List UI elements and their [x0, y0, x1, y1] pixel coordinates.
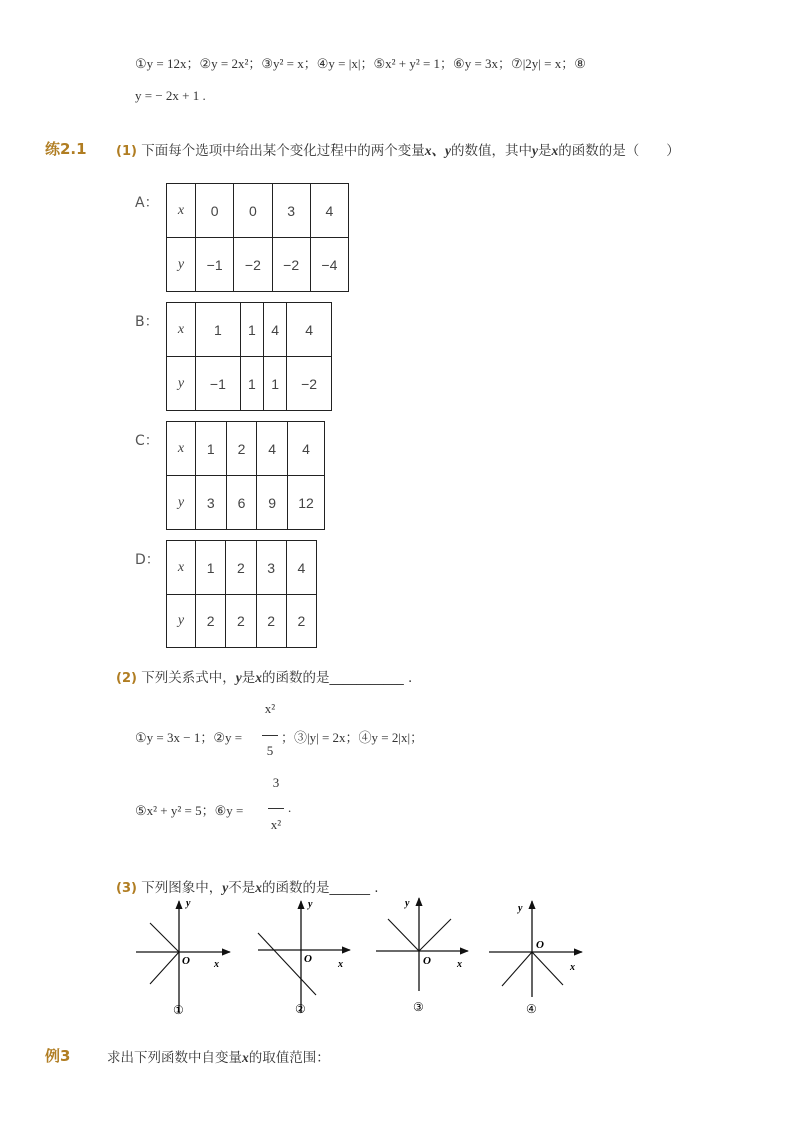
graph-1-caption: ①: [173, 1003, 184, 1017]
table-cell: 4: [310, 184, 348, 238]
table-header-y: y: [167, 595, 196, 648]
option-a-table: [166, 183, 349, 292]
q2-row1-fraction-denominator: 5: [266, 743, 274, 758]
q1-text-y: y: [531, 143, 538, 158]
q3-text-y: y: [222, 880, 229, 895]
option-b-table: [166, 302, 332, 411]
example-prompt: [107, 1046, 330, 1066]
option-b-letter: B：: [135, 314, 159, 330]
graph-4-line: [502, 952, 532, 986]
q3-text-b: 不是: [228, 880, 256, 896]
q2-row1-fraction-bar: [262, 735, 278, 736]
graph-4-line: [532, 952, 563, 985]
table-cell: 2: [226, 422, 257, 476]
q2-row1-left: ①y = 3x − 1；②y =: [135, 730, 243, 745]
graph-1-y-label: y: [186, 898, 191, 909]
q3-text-c: 的函数的是______ .: [261, 880, 379, 896]
graph-2-origin: O: [304, 953, 312, 965]
table-cell: 2: [286, 595, 316, 648]
table-cell: 4: [287, 303, 332, 357]
q2-row2-left: ⑤x² + y² = 5；⑥y =: [135, 803, 244, 818]
option-d-letter: D：: [135, 552, 160, 568]
q3-number: (3): [116, 881, 137, 896]
graph-4-origin: O: [536, 939, 544, 951]
table-cell: 4: [257, 422, 288, 476]
table-cell: −1: [196, 238, 234, 292]
q2-text-b: 是: [241, 670, 256, 686]
graph-4-y-label: y: [518, 903, 523, 914]
exercise-label: 练2.1: [45, 140, 87, 158]
intro-line-1: ①y = 12x；②y = 2x²；③y² = x；④y = |x|；⑤x² + y² = 1；⑥y = 3x；⑦|2y| = x；⑧: [135, 56, 586, 71]
graph-2-caption: ②: [295, 1002, 306, 1016]
q3-text-x: x: [255, 880, 262, 895]
table-header-y: y: [167, 476, 196, 530]
q2-row1-fraction-numerator: x²: [264, 701, 276, 716]
intro-line-2: y = − 2x + 1 .: [135, 88, 206, 103]
graph-1-line: [150, 952, 179, 984]
option-d-table: [166, 540, 317, 648]
q1-text-b: 的数值，其中: [450, 143, 532, 159]
q2-row2-fraction-bar: [268, 808, 284, 809]
example-text-a: 求出下列函数中自变量: [107, 1050, 242, 1066]
q1-text-x: x: [551, 143, 559, 158]
q2-row1-right: ；③|y| = 2x；④y = 2|x|；: [281, 730, 424, 745]
table-cell: 2: [256, 595, 286, 648]
q2-text-a: 下列关系式中，: [141, 670, 236, 686]
table-cell: 3: [196, 476, 227, 530]
graph-3: [376, 898, 468, 1014]
q2-text-c: 的函数的是___________ .: [261, 670, 413, 686]
table-cell: −2: [234, 238, 272, 292]
q2-row2-fraction-denominator: x²: [270, 817, 282, 832]
table-cell: 1: [240, 303, 263, 357]
graph-3-y-label: y: [405, 898, 410, 909]
table-cell: 12: [288, 476, 325, 530]
graph-3-x-label: x: [457, 959, 462, 970]
graph-1-line: [150, 923, 179, 952]
example-label: 例3: [45, 1047, 71, 1065]
table-cell: 0: [196, 184, 234, 238]
table-cell: −1: [196, 357, 241, 411]
q1-text-c: 是: [537, 143, 552, 159]
example-text-x: x: [242, 1050, 249, 1065]
graph-2-x-label: x: [338, 959, 343, 970]
table-cell: 1: [196, 422, 227, 476]
table-cell: 1: [196, 541, 226, 595]
table-header-x: x: [167, 303, 196, 357]
table-cell: 2: [196, 595, 226, 648]
table-cell: 4: [288, 422, 325, 476]
option-c-letter: C：: [135, 433, 159, 449]
table-header-x: x: [167, 422, 196, 476]
table-cell: −2: [272, 238, 310, 292]
table-cell: 1: [240, 357, 263, 411]
graph-4-x-label: x: [570, 962, 575, 973]
graph-1-x-label: x: [214, 959, 219, 970]
q3-text-a: 下列图象中，: [141, 880, 223, 896]
table-header-y: y: [167, 238, 196, 292]
q2-text-x: x: [255, 670, 262, 685]
q3-graphs: [120, 895, 600, 1020]
q2-row2-right: .: [288, 800, 292, 815]
q2-prompt: [116, 666, 412, 686]
table-cell: −2: [287, 357, 332, 411]
table-cell: 6: [226, 476, 257, 530]
table-cell: 0: [234, 184, 272, 238]
table-cell: 9: [257, 476, 288, 530]
option-c-table: [166, 421, 325, 530]
table-cell: 4: [286, 541, 316, 595]
graph-3-origin: O: [423, 955, 431, 967]
table-header-x: x: [167, 541, 196, 595]
graph-2: [258, 899, 350, 1016]
q1-prompt: [116, 139, 680, 159]
graph-3-line: [388, 919, 419, 951]
table-cell: −4: [310, 238, 348, 292]
example-text-b: 的取值范围：: [248, 1050, 330, 1066]
graph-3-caption: ③: [413, 1000, 424, 1014]
graph-4-caption: ④: [526, 1002, 537, 1016]
q2-number: (2): [116, 671, 137, 686]
option-a-letter: A：: [135, 195, 159, 211]
graph-4: [489, 901, 582, 1016]
table-cell: 4: [263, 303, 286, 357]
q1-number: (1): [116, 144, 137, 159]
graph-1-origin: O: [182, 955, 190, 967]
table-cell: 2: [226, 541, 256, 595]
q2-row2-fraction-numerator: 3: [272, 775, 280, 790]
q2-text-y: y: [235, 670, 242, 685]
q3-prompt: [116, 876, 379, 896]
graph-2-y-label: y: [308, 899, 313, 910]
table-cell: 1: [263, 357, 286, 411]
graph-3-line: [419, 919, 451, 951]
table-header-y: y: [167, 357, 196, 411]
graph-1: [136, 898, 230, 1017]
table-cell: 3: [272, 184, 310, 238]
table-cell: 3: [256, 541, 286, 595]
table-cell: 1: [196, 303, 241, 357]
q1-text-a: 下面每个选项中给出某个变化过程中的两个变量: [141, 143, 425, 159]
q1-text-vars: x、y: [424, 143, 451, 158]
q1-text-d: 的函数的是（ ）: [558, 143, 680, 159]
table-header-x: x: [167, 184, 196, 238]
table-cell: 2: [226, 595, 256, 648]
